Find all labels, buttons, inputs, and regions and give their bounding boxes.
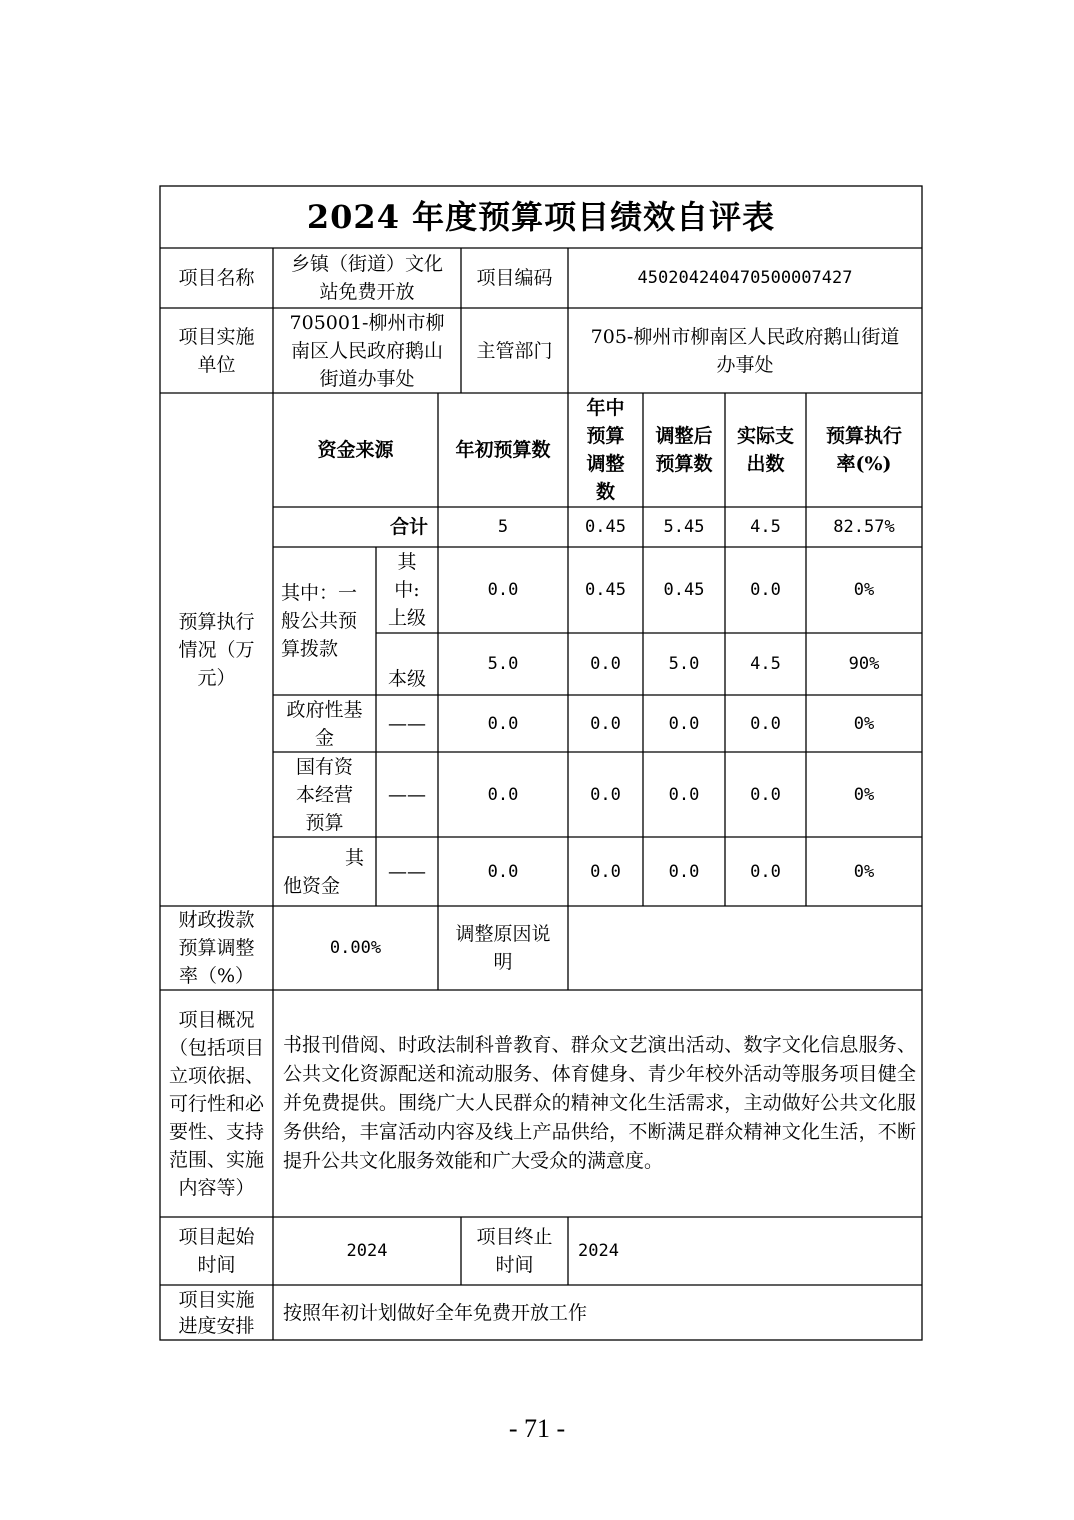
implementing-unit-value: 705001-柳州市柳南区人民政府鹅山街道办事处	[289, 311, 445, 390]
gov-fund-actual: 0.0	[750, 713, 781, 734]
start-time-value: 2024	[346, 1241, 388, 1261]
header-mid-adjust: 年中预算调整数	[586, 397, 625, 503]
other-funds-label-line2: 他资金	[283, 874, 341, 897]
upper-mid-adjust: 0.45	[585, 580, 626, 600]
header-rate: 预算执行率(%)	[825, 425, 902, 475]
general-budget-label: 其中：一般公共预算拨款	[281, 582, 358, 660]
page-title: 2024 年度预算项目绩效自评表	[306, 198, 776, 236]
total-adjusted: 5.45	[663, 517, 705, 537]
project-code-label: 项目编码	[476, 267, 553, 289]
header-actual: 实际支出数	[736, 425, 794, 475]
other-funds-label	[273, 837, 376, 906]
gov-fund-label: 政府性基金	[286, 698, 363, 749]
dept-label: 主管部门	[476, 339, 553, 362]
overview-label: 项目概况（包括项目立项依据、可行性和必要性、支持范围、实施内容等）	[168, 1008, 264, 1199]
gov-fund-dash: ——	[388, 712, 426, 735]
other-initial: 0.0	[487, 861, 519, 882]
budget-section-label: 预算执行情况（万元）	[178, 610, 255, 689]
project-name-value: 乡镇（街道）文化站免费开放	[290, 253, 443, 303]
local-actual: 4.5	[750, 654, 781, 674]
adjust-rate-label: 财政拨款预算调整率（%）	[178, 909, 255, 987]
end-time-label: 项目终止时间	[476, 1226, 553, 1276]
schedule-label: 项目实施进度安排	[178, 1288, 255, 1337]
total-initial: 5	[497, 517, 509, 537]
upper-initial: 0.0	[487, 580, 519, 600]
adjust-reason-label: 调整原因说明	[455, 923, 551, 973]
upper-actual: 0.0	[750, 580, 781, 600]
gov-fund-mid-adjust: 0.0	[590, 713, 621, 734]
local-level-label: 本级	[387, 668, 426, 690]
upper-rate: 0%	[853, 580, 875, 600]
end-time-value: 2024	[578, 1241, 619, 1261]
adjust-rate-value: 0.00%	[329, 938, 382, 958]
upper-adjusted: 0.45	[663, 580, 705, 600]
local-mid-adjust: 0.0	[590, 654, 621, 674]
local-adjusted: 5.0	[668, 654, 700, 674]
state-capital-label: 国有资本经营预算	[295, 755, 353, 834]
adjust-reason-value	[568, 906, 922, 990]
other-mid-adjust: 0.0	[590, 861, 621, 882]
state-capital-actual: 0.0	[750, 784, 781, 805]
start-time-label: 项目起始时间	[178, 1226, 255, 1276]
gov-fund-initial: 0.0	[487, 713, 519, 734]
implementing-unit-label: 项目实施单位	[178, 325, 255, 376]
dept-value: 705-柳州市柳南区人民政府鹅山街道办事处	[590, 325, 900, 376]
local-initial: 5.0	[487, 654, 519, 674]
total-actual: 4.5	[750, 517, 781, 537]
total-mid-adjust: 0.45	[585, 517, 626, 537]
other-adjusted: 0.0	[668, 861, 700, 882]
other-funds-dash: ——	[388, 860, 426, 883]
total-rate: 82.57%	[833, 517, 895, 537]
other-actual: 0.0	[750, 861, 781, 882]
page-number: - 71 -	[508, 1414, 566, 1443]
state-capital-adjusted: 0.0	[668, 784, 700, 805]
project-name-label: 项目名称	[178, 267, 255, 289]
local-rate: 90%	[848, 654, 880, 674]
state-capital-dash: ——	[388, 783, 426, 806]
state-capital-mid-adjust: 0.0	[590, 784, 621, 805]
overview-text: 书报刊借阅、时政法制科普教育、群众文艺演出活动、数字文化信息服务、公共文化资源配送和流动服务、体育健身、青少年校外活动等服务项目健全并免费提供。围绕广大人民群众的精神文化生活需求，主动做好公共文化服务供给，丰富活动内容及线上产品供给，不断满足群众精神文化生活，不断提升公共文化服务效能和广大受众的满意度。	[283, 1034, 916, 1172]
other-funds-label-line1: 其	[344, 846, 364, 869]
upper-level-label: 其中:上级	[388, 551, 427, 629]
state-capital-initial: 0.0	[487, 784, 519, 805]
header-initial: 年初预算数	[455, 439, 551, 461]
gov-fund-rate: 0%	[853, 713, 875, 734]
state-capital-rate: 0%	[853, 784, 875, 805]
header-adjusted: 调整后预算数	[655, 425, 713, 475]
schedule-text: 按照年初计划做好全年免费开放工作	[283, 1301, 588, 1324]
project-code-value: 450204240470500007427	[637, 268, 853, 288]
total-label: 合计	[389, 516, 428, 538]
gov-fund-adjusted: 0.0	[668, 713, 700, 734]
header-source: 资金来源	[317, 439, 394, 461]
other-rate: 0%	[853, 861, 875, 882]
